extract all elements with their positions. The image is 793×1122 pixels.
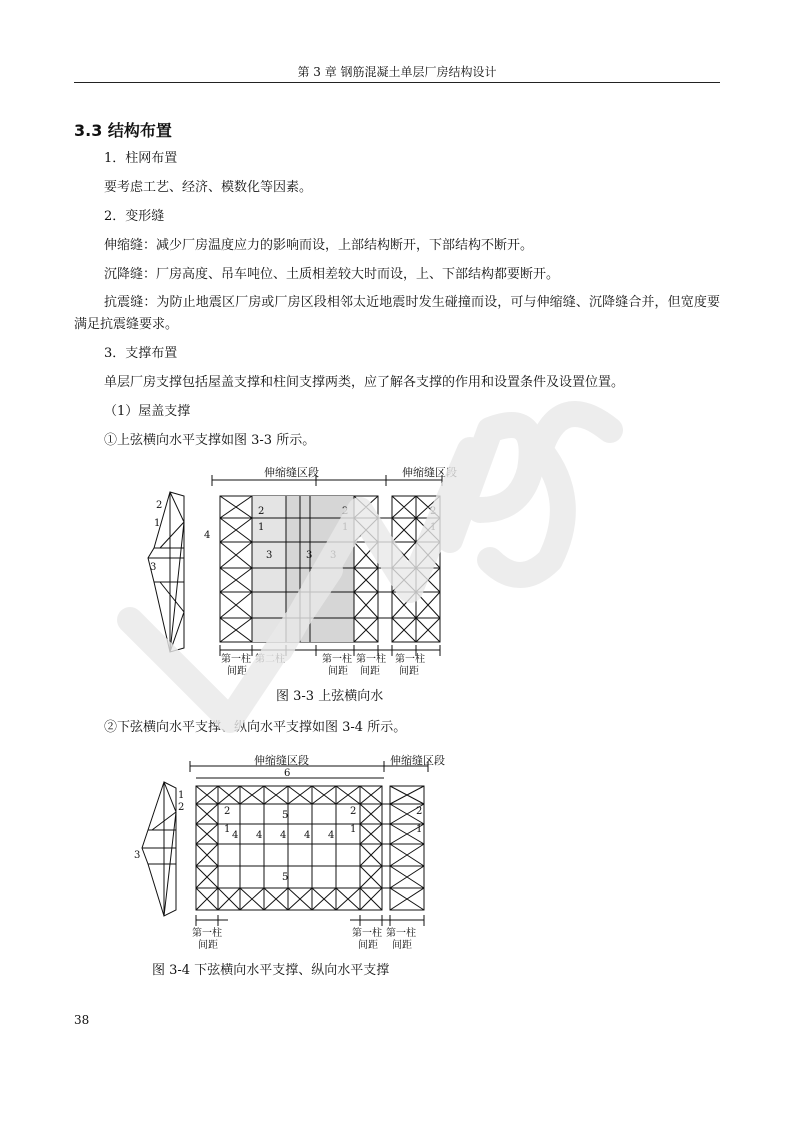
fig3-3-segment-label-1: 伸缩缝区段	[264, 466, 319, 479]
settlement-joint-text: 沉降缝：厂房高度、吊车吨位、土质相差较大时而设，上、下部结构都要断开。	[104, 267, 560, 282]
fig3-3-label-3b: 3	[266, 550, 273, 561]
fig3-3-label-1d: 1	[430, 522, 437, 533]
fig3-4-label-1b: 1	[224, 824, 231, 835]
fig3-4-segment-label-2: 伸缩缝区段	[390, 754, 445, 767]
fig3-3-label-4: 4	[204, 530, 211, 541]
figure-3-4	[128, 752, 458, 954]
fig3-4-bay-1-top: 第一柱	[192, 928, 222, 939]
figure-3-3	[140, 462, 470, 684]
item-2-heading: 2．变形缝	[104, 209, 165, 224]
fig3-3-bay-2-top: 第二柱	[255, 654, 285, 665]
page-number: 38	[74, 1013, 90, 1027]
fig3-3-label-2a: 2	[156, 500, 163, 511]
fig3-3-segment-label-2: 伸缩缝区段	[402, 466, 457, 479]
fig3-4-label-2b: 2	[224, 806, 231, 817]
fig3-3-label-1a: 1	[154, 518, 161, 529]
item-1-heading: 1．柱网布置	[104, 151, 178, 166]
fig3-3-bay-4-top: 第一柱	[356, 654, 386, 665]
header-rule	[74, 82, 720, 83]
item-1-text: 要考虑工艺、经济、模数化等因素。	[104, 180, 313, 195]
item-3-text: 单层厂房支撑包括屋盖支撑和柱间支撑两类，应了解各支撑的作用和设置条件及设置位置。	[104, 375, 625, 390]
fig3-4-label-5a: 5	[282, 810, 289, 821]
fig3-3-bay-3-bottom: 间距	[328, 666, 348, 677]
fig3-4-bay-3-bottom: 间距	[392, 940, 412, 951]
fig3-3-label-2c: 2	[342, 506, 349, 517]
fig3-3-label-3d: 3	[330, 550, 337, 561]
fig3-3-bay-1-top: 第一柱	[221, 654, 251, 665]
fig3-4-label-1a: 1	[178, 790, 185, 801]
expansion-joint-text: 伸缩缝：减少厂房温度应力的影响而设，上部结构断开，下部结构不断开。	[104, 238, 534, 253]
fig3-4-bay-2-bottom: 间距	[358, 940, 378, 951]
fig3-4-label-6: 6	[284, 768, 291, 779]
lower-chord-text: ②下弦横向水平支撑、纵向水平支撑如图 3-4 所示。	[104, 720, 407, 735]
upper-chord-text: ①上弦横向水平支撑如图 3-3 所示。	[104, 433, 316, 448]
fig3-3-label-2b: 2	[258, 506, 265, 517]
fig3-4-label-4a: 4	[232, 830, 239, 841]
item-3-heading: 3．支撑布置	[104, 346, 178, 361]
fig3-4-segment-label-1: 伸缩缝区段	[254, 754, 309, 767]
fig3-4-label-4c: 4	[280, 830, 287, 841]
figure-3-4-caption: 图 3-4 下弦横向水平支撑、纵向水平支撑	[152, 963, 390, 978]
figure-3-3-caption: 图 3-3 上弦横向水	[276, 689, 384, 704]
fig3-4-label-3: 3	[134, 850, 141, 861]
fig3-3-label-1c: 1	[342, 522, 349, 533]
fig3-3-label-3c: 3	[306, 550, 313, 561]
fig3-4-bay-2-top: 第一柱	[352, 928, 382, 939]
running-header: 第 3 章 钢筋混凝土单层厂房结构设计	[297, 65, 497, 79]
fig3-4-label-4b: 4	[256, 830, 263, 841]
fig3-3-label-3a: 3	[150, 562, 157, 573]
fig3-3-bay-5-top: 第一柱	[395, 654, 425, 665]
fig3-4-label-5b: 5	[282, 872, 289, 883]
fig3-4-label-2a: 2	[178, 802, 185, 813]
fig3-4-bay-3-top: 第一柱	[386, 928, 416, 939]
fig3-4-bay-1-bottom: 间距	[198, 940, 218, 951]
fig3-4-label-2d: 2	[416, 806, 423, 817]
fig3-4-label-4e: 4	[328, 830, 335, 841]
fig3-4-label-1d: 1	[416, 824, 423, 835]
fig3-3-bay-4-bottom: 间距	[360, 666, 380, 677]
fig3-3-label-1b: 1	[258, 522, 265, 533]
seismic-joint-text: 抗震缝：为防止地震区厂房或厂房区段相邻太近地震时发生碰撞而设，可与伸缩缝、沉降缝合并，但宽度要满足抗震缝要求。	[74, 295, 720, 332]
fig3-4-label-1c: 1	[350, 824, 357, 835]
fig3-3-label-2d: 2	[430, 506, 437, 517]
fig3-4-label-2c: 2	[350, 806, 357, 817]
fig3-4-label-4d: 4	[304, 830, 311, 841]
fig3-3-bay-1-bottom: 间距	[227, 666, 247, 677]
roof-bracing-heading: （1）屋盖支撑	[104, 404, 191, 419]
fig3-3-bay-3-top: 第一柱	[322, 654, 352, 665]
section-title: 3.3 结构布置	[74, 121, 172, 140]
fig3-3-bay-5-bottom: 间距	[399, 666, 419, 677]
